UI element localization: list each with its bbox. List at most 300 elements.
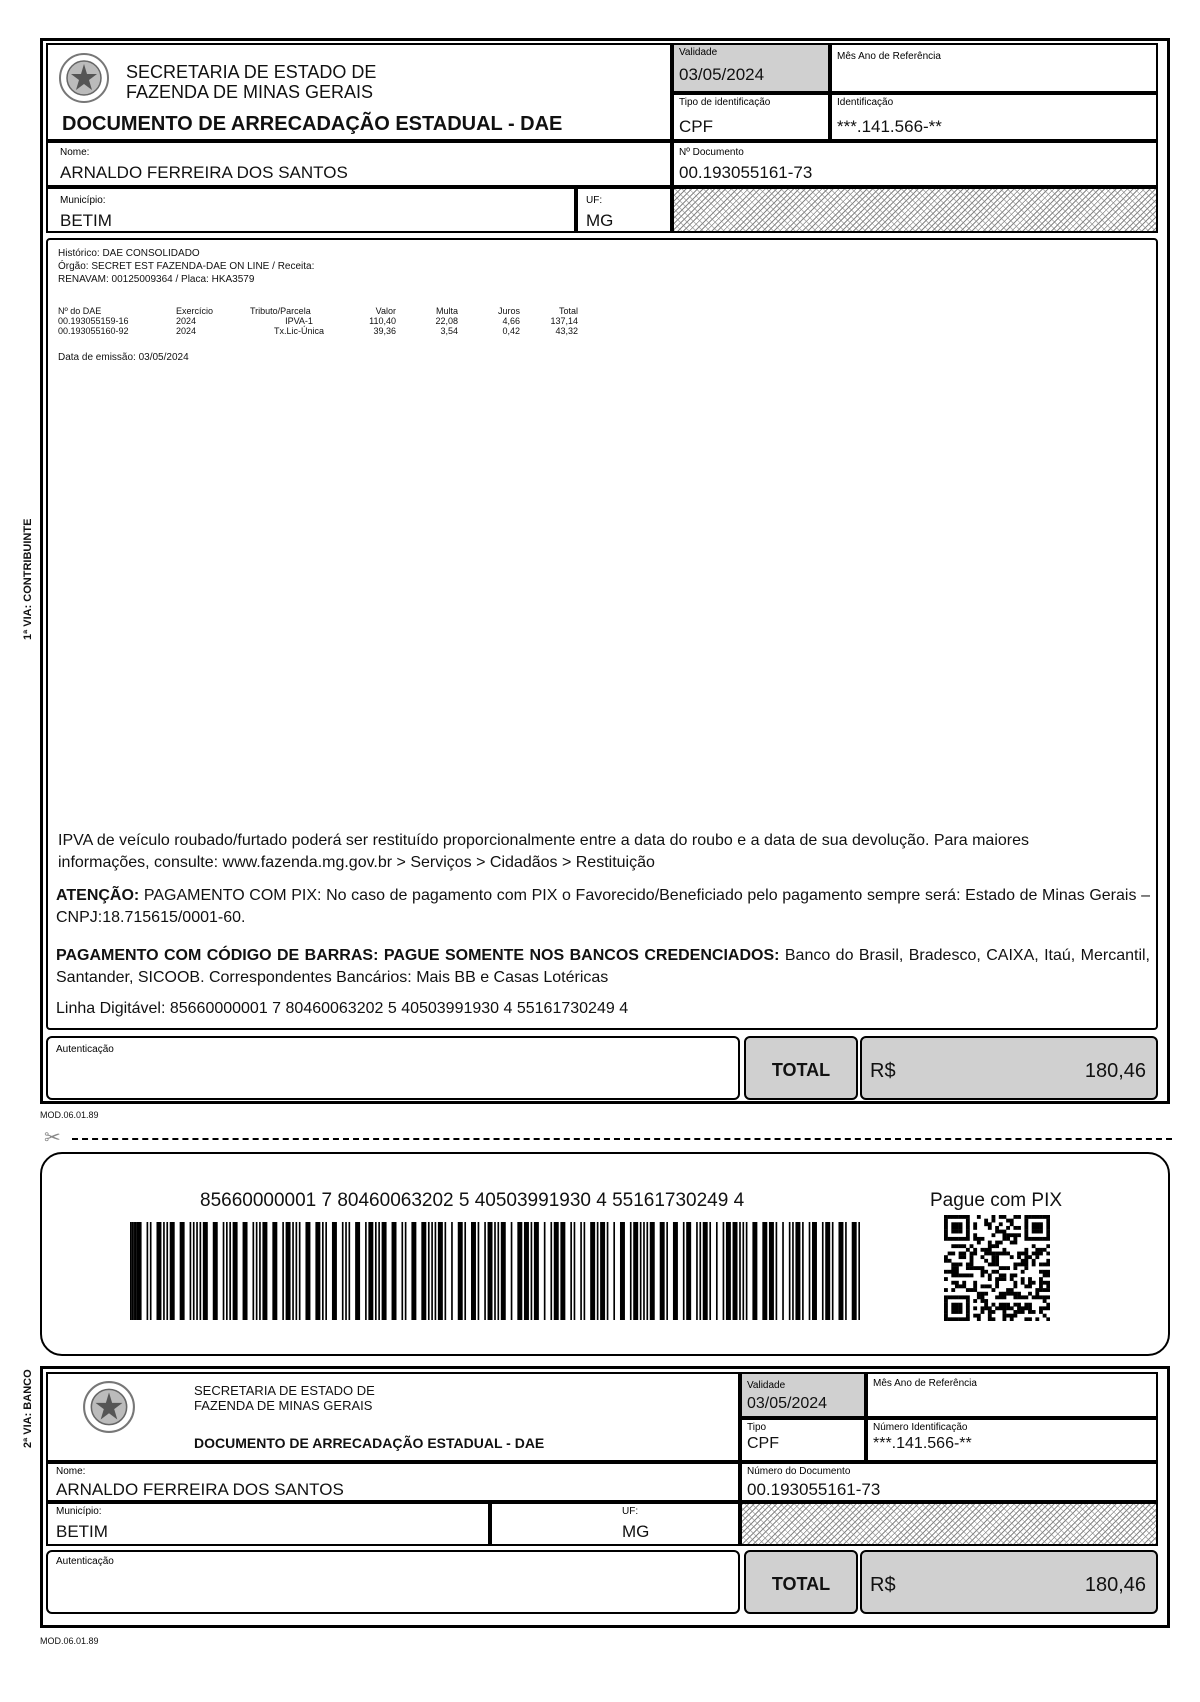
pix-label: Pague com PIX [930, 1190, 1063, 1211]
qr-module [981, 1255, 985, 1259]
qr-module [973, 1314, 977, 1318]
qr-module [1046, 1237, 1050, 1241]
barcode-bar [524, 1222, 529, 1320]
qr-module [984, 1219, 988, 1223]
qr-module [1024, 1266, 1028, 1270]
barcode-bar [256, 1222, 258, 1320]
qr-module [959, 1244, 963, 1248]
qr-module [962, 1317, 966, 1321]
barcode-bar [259, 1222, 261, 1320]
qr-module [1013, 1284, 1017, 1288]
via1-validade-box [672, 43, 830, 93]
barcode-bar [147, 1222, 149, 1320]
qr-module [988, 1263, 992, 1267]
barcode-bar [613, 1222, 615, 1320]
qr-module [981, 1306, 985, 1310]
qr-module [1017, 1292, 1021, 1296]
qr-module [992, 1317, 996, 1321]
via2-numero-doc-label: Número do Documento [747, 1466, 851, 1477]
barcode-bar [597, 1222, 599, 1320]
barcode-bar [233, 1222, 238, 1320]
qr-module [1013, 1215, 1017, 1219]
qr-module [1017, 1306, 1021, 1310]
qr-module [959, 1237, 963, 1241]
qr-module [984, 1303, 988, 1307]
barcode-bar [782, 1222, 784, 1320]
qr-module [959, 1222, 963, 1226]
qr-module [1021, 1310, 1025, 1314]
dae-cell: 0,42 [502, 326, 520, 336]
dae-cell: 39,36 [373, 326, 396, 336]
via2-mes-ano-label: Mês Ano de Referência [873, 1378, 977, 1389]
qr-module [1046, 1259, 1050, 1263]
qr-module [988, 1310, 992, 1314]
qr-module [951, 1230, 955, 1234]
qr-module [1010, 1255, 1014, 1259]
barcode-bar [699, 1222, 701, 1320]
qr-module [1032, 1310, 1036, 1314]
via2-mes-ano-box [866, 1372, 1158, 1418]
barcode-bar [531, 1222, 533, 1320]
barcode-bar [792, 1222, 794, 1320]
via1-side-label: 1ª VIA: CONTRIBUINTE [22, 518, 34, 640]
barcode-bar [534, 1222, 539, 1320]
qr-module [977, 1317, 981, 1321]
qr-module [1010, 1277, 1014, 1281]
barcode-bar [809, 1222, 811, 1320]
pix-notice-bold: ATENÇÃO: [56, 887, 140, 904]
via2-validade-box [740, 1372, 866, 1418]
qr-module [1002, 1230, 1006, 1234]
qr-module [1028, 1277, 1032, 1281]
qr-module [944, 1226, 948, 1230]
pix-notice [56, 885, 1150, 929]
dae-cell: 4,66 [502, 316, 520, 326]
qr-module [955, 1295, 959, 1299]
qr-module [955, 1244, 959, 1248]
qr-module [962, 1281, 966, 1285]
barcode-bar [501, 1222, 506, 1320]
barcode-bar [650, 1222, 655, 1320]
qr-module [981, 1310, 985, 1314]
qr-module [951, 1273, 955, 1277]
qr-module [984, 1248, 988, 1252]
qr-module [1002, 1233, 1006, 1237]
qr-module [1046, 1263, 1050, 1267]
qr-module [1006, 1292, 1010, 1296]
qr-module [1043, 1270, 1047, 1274]
qr-module [995, 1230, 999, 1234]
qr-module [1032, 1244, 1036, 1248]
qr-module [944, 1306, 948, 1310]
qr-module [995, 1306, 999, 1310]
qr-module [959, 1255, 963, 1259]
qr-module [973, 1284, 977, 1288]
via1-mes-ano-label: Mês Ano de Referência [837, 51, 941, 62]
table-row [58, 326, 586, 336]
qr-module [999, 1273, 1003, 1277]
qr-module [977, 1241, 981, 1245]
barcode-bar [683, 1222, 685, 1320]
qr-module [1028, 1317, 1032, 1321]
qr-module [1010, 1241, 1014, 1245]
qr-module [1039, 1284, 1043, 1288]
barcode-bar [325, 1222, 327, 1320]
qr-module [1024, 1222, 1028, 1226]
qr-module [955, 1222, 959, 1226]
qr-module [962, 1215, 966, 1219]
dae-col-ndae: Nº do DAE [58, 306, 102, 316]
qr-module [988, 1252, 992, 1256]
qr-module [973, 1288, 977, 1292]
barcode-bar [795, 1222, 800, 1320]
via1-validade-label: Validade [679, 47, 718, 58]
qr-module [984, 1299, 988, 1303]
qr-module [1021, 1252, 1025, 1256]
barcode-bar [733, 1222, 738, 1320]
coat-of-arms-icon [58, 52, 110, 104]
barcode-bar [200, 1222, 202, 1320]
dae-col-tributo: Tributo/Parcela [250, 306, 311, 316]
qr-module [962, 1237, 966, 1241]
qr-module [948, 1270, 952, 1274]
qr-module [951, 1215, 955, 1219]
qr-module [992, 1252, 996, 1256]
barcode-graphic [130, 1222, 860, 1320]
qr-module [944, 1317, 948, 1321]
qr-module [1043, 1248, 1047, 1252]
barcode-bar [405, 1222, 407, 1320]
qr-module [1006, 1266, 1010, 1270]
via2-side-label: 2ª VIA: BANCO [22, 1369, 34, 1448]
barcode-bar [392, 1222, 397, 1320]
qr-module [1039, 1222, 1043, 1226]
barcode-bar [252, 1222, 254, 1320]
via2-agency-line1: SECRETARIA DE ESTADO DE [194, 1383, 375, 1398]
qr-module [1002, 1310, 1006, 1314]
barcode-bar [132, 1222, 134, 1320]
qr-module [1043, 1306, 1047, 1310]
qr-module [1006, 1219, 1010, 1223]
qr-module [1046, 1230, 1050, 1234]
qr-module [1002, 1266, 1006, 1270]
qr-module [995, 1270, 999, 1274]
qr-module [948, 1215, 952, 1219]
qr-module [962, 1273, 966, 1277]
qr-module [944, 1295, 948, 1299]
qr-module [966, 1266, 970, 1270]
qr-module [1028, 1255, 1032, 1259]
qr-module [970, 1244, 974, 1248]
qr-module [1024, 1303, 1028, 1307]
qr-module [1046, 1273, 1050, 1277]
qr-module [951, 1317, 955, 1321]
via2-municipio-value: BETIM [56, 1522, 108, 1541]
ipva-notice: IPVA de veículo roubado/furtado poderá ser restituído proporcionalmente entre a data do roubo e a data de sua devolução. Para maiores informações, consulte: www.fazenda.mg.gov.br > Serviços > Cidadãos > Restituição [58, 832, 1029, 871]
via1-municipio-label: Município: [60, 195, 106, 206]
qr-module [1017, 1303, 1021, 1307]
barcode-bar [858, 1222, 860, 1320]
qr-module [973, 1252, 977, 1256]
barcode-bar [451, 1222, 453, 1320]
qr-module [1002, 1237, 1006, 1241]
linha-digitavel: Linha Digitável: 85660000001 7 80460063202 5 40503991930 4 55161730249 4 [56, 1000, 629, 1017]
qr-module [955, 1284, 959, 1288]
qr-module [951, 1266, 955, 1270]
barcode-bar [666, 1222, 668, 1320]
qr-module [995, 1244, 999, 1248]
qr-module [977, 1237, 981, 1241]
qr-module [1017, 1263, 1021, 1267]
qr-module [984, 1306, 988, 1310]
qr-module [1013, 1314, 1017, 1318]
qr-module [1024, 1233, 1028, 1237]
via2-total-value: 180,46 [1084, 1574, 1146, 1596]
via2-autenticacao-box [46, 1550, 740, 1614]
qr-module [955, 1310, 959, 1314]
barcode-bar [746, 1222, 748, 1320]
barcode-bar [286, 1222, 291, 1320]
qr-module [1010, 1317, 1014, 1321]
qr-module [1028, 1237, 1032, 1241]
qr-module [992, 1255, 996, 1259]
qr-module [1046, 1317, 1050, 1321]
qr-module [1043, 1237, 1047, 1241]
qr-module [1024, 1226, 1028, 1230]
qr-module [1039, 1295, 1043, 1299]
qr-module [944, 1259, 948, 1263]
table-row [58, 316, 586, 326]
barcode-bar [401, 1222, 403, 1320]
qr-module [1021, 1263, 1025, 1267]
via2-uf-value: MG [622, 1522, 650, 1541]
qr-module [970, 1252, 974, 1256]
qr-module [951, 1306, 955, 1310]
qr-module [1039, 1215, 1043, 1219]
via1-hatched-area [672, 187, 1158, 233]
qr-module [981, 1299, 985, 1303]
barcode-bar [789, 1222, 791, 1320]
qr-module [999, 1215, 1003, 1219]
via2-tipo-box [740, 1418, 866, 1462]
qr-module [955, 1281, 959, 1285]
qr-module [1046, 1270, 1050, 1274]
qr-module [988, 1317, 992, 1321]
qr-module [1013, 1241, 1017, 1245]
qr-module [951, 1252, 955, 1256]
qr-module [984, 1284, 988, 1288]
barcode-bar [229, 1222, 231, 1320]
qr-module [1010, 1292, 1014, 1296]
barcode-bar [133, 1222, 135, 1320]
barcode-bar [150, 1222, 152, 1320]
via2-doc-title: DOCUMENTO DE ARRECADAÇÃO ESTADUAL - DAE [194, 1435, 545, 1451]
qr-module [1035, 1237, 1039, 1241]
qr-module [981, 1248, 985, 1252]
barcode-bar [845, 1222, 847, 1320]
qr-module [1006, 1252, 1010, 1256]
barcode-bar [709, 1222, 711, 1320]
qr-module [1024, 1237, 1028, 1241]
barcode-bar [421, 1222, 426, 1320]
barcode-bar [156, 1222, 161, 1320]
via1-uf-box [576, 187, 672, 233]
qr-module [955, 1306, 959, 1310]
via1-tipo-id-value: CPF [679, 117, 713, 136]
via2-numero-id-value: ***.141.566-** [873, 1435, 972, 1452]
qr-module [1046, 1219, 1050, 1223]
qr-module [1028, 1310, 1032, 1314]
via2-validade-label: Validade [747, 1380, 786, 1391]
qr-module [999, 1241, 1003, 1245]
barcode-bar [769, 1222, 774, 1320]
qr-module [999, 1252, 1003, 1256]
qr-module [959, 1295, 963, 1299]
qr-module [1028, 1303, 1032, 1307]
qr-module [1024, 1317, 1028, 1321]
via1-n-documento-box [672, 141, 1158, 187]
via1-agency-line1: SECRETARIA DE ESTADO DE [126, 62, 377, 82]
qr-module [951, 1310, 955, 1314]
barcode-bar [812, 1222, 817, 1320]
data-emissao: Data de emissão: 03/05/2024 [58, 352, 189, 363]
barcode-bar [544, 1222, 546, 1320]
via1-nome-value: ARNALDO FERREIRA DOS SANTOS [60, 163, 348, 182]
qr-module [1035, 1226, 1039, 1230]
qr-module [1006, 1306, 1010, 1310]
qr-module [973, 1266, 977, 1270]
barcode-bar [640, 1222, 642, 1320]
barcode-bar [166, 1222, 168, 1320]
qr-module [1002, 1317, 1006, 1321]
qr-module [981, 1273, 985, 1277]
qr-module [944, 1215, 948, 1219]
qr-module [981, 1270, 985, 1274]
qr-module [984, 1259, 988, 1263]
dae-col-valor: Valor [375, 306, 396, 316]
via1-total-value-box [860, 1036, 1158, 1100]
barcode-bar [832, 1222, 834, 1320]
qr-module [1046, 1303, 1050, 1307]
qr-module [981, 1266, 985, 1270]
historico-line3: RENAVAM: 00125009364 / Placa: HKA3579 [58, 274, 255, 285]
barcode-bar [272, 1222, 277, 1320]
via1-n-documento-value: 00.193055161-73 [679, 163, 813, 182]
qr-module [1002, 1277, 1006, 1281]
barcode-bar [180, 1222, 185, 1320]
qr-module [1046, 1233, 1050, 1237]
barcode-bar [292, 1222, 294, 1320]
qr-module [948, 1259, 952, 1263]
barcode-bar [163, 1222, 165, 1320]
qr-module [1024, 1230, 1028, 1234]
barcode-bar [431, 1222, 433, 1320]
via2-total-label-box [744, 1550, 858, 1614]
barcode-bar [590, 1222, 595, 1320]
via2-municipio-box [46, 1502, 490, 1546]
qr-module [955, 1230, 959, 1234]
qr-module [1039, 1248, 1043, 1252]
qr-module [951, 1288, 955, 1292]
qr-module [951, 1244, 955, 1248]
qr-module [1002, 1303, 1006, 1307]
qr-module [966, 1295, 970, 1299]
barcode-bar [742, 1222, 744, 1320]
qr-module [1002, 1295, 1006, 1299]
qr-module [1035, 1292, 1039, 1296]
barcode-bar [170, 1222, 175, 1320]
dae-cell: 00.193055159-16 [58, 316, 129, 326]
barcode-bar [223, 1222, 225, 1320]
dae-cell: 43,32 [555, 326, 578, 336]
qr-module [1035, 1222, 1039, 1226]
barcode-bar [852, 1222, 857, 1320]
qr-module [962, 1284, 966, 1288]
qr-module [1006, 1233, 1010, 1237]
barcode-bar [315, 1222, 320, 1320]
qr-module [959, 1263, 963, 1267]
barcode-bar [560, 1222, 565, 1320]
barcode-bar [726, 1222, 731, 1320]
qr-module [959, 1306, 963, 1310]
qr-module [995, 1277, 999, 1281]
qr-module [1002, 1273, 1006, 1277]
qr-module [1032, 1252, 1036, 1256]
qr-module [951, 1303, 955, 1307]
dae-table [58, 306, 586, 336]
qr-module [944, 1299, 948, 1303]
qr-module [1024, 1284, 1028, 1288]
barcode-bar [243, 1222, 248, 1320]
via1-validade-value: 03/05/2024 [679, 65, 765, 84]
barcode-notice [56, 945, 1150, 989]
qr-module [970, 1259, 974, 1263]
qr-module [966, 1237, 970, 1241]
via2-nome-value: ARNALDO FERREIRA DOS SANTOS [56, 1480, 344, 1499]
qr-module [999, 1306, 1003, 1310]
qr-module [1035, 1248, 1039, 1252]
qr-module [1028, 1292, 1032, 1296]
qr-module [992, 1259, 996, 1263]
qr-module [995, 1295, 999, 1299]
qr-module [1046, 1281, 1050, 1285]
via1-n-documento-label: Nº Documento [679, 147, 744, 158]
historico-line1: Histórico: DAE CONSOLIDADO [58, 248, 200, 259]
qr-module [1013, 1266, 1017, 1270]
qr-module [992, 1263, 996, 1267]
barcode-bar [130, 1222, 132, 1320]
barcode-bar [296, 1222, 298, 1320]
qr-module [973, 1281, 977, 1285]
barcode-bar [213, 1222, 218, 1320]
dae-cell: 2024 [176, 316, 197, 326]
qr-module [959, 1252, 963, 1256]
qr-module [1046, 1306, 1050, 1310]
qr-module [1013, 1263, 1017, 1267]
qr-module [981, 1284, 985, 1288]
via2-total-value-box [860, 1550, 1158, 1614]
qr-module [988, 1314, 992, 1318]
qr-module [1002, 1215, 1006, 1219]
qr-module [1017, 1233, 1021, 1237]
via1-identificacao-label: Identificação [837, 97, 894, 108]
dae-cell: 110,40 [369, 316, 396, 326]
qr-module [988, 1277, 992, 1281]
qr-module [992, 1215, 996, 1219]
qr-module [966, 1273, 970, 1277]
qr-module [1002, 1292, 1006, 1296]
via2-agency-line2: FAZENDA DE MINAS GERAIS [194, 1398, 373, 1413]
